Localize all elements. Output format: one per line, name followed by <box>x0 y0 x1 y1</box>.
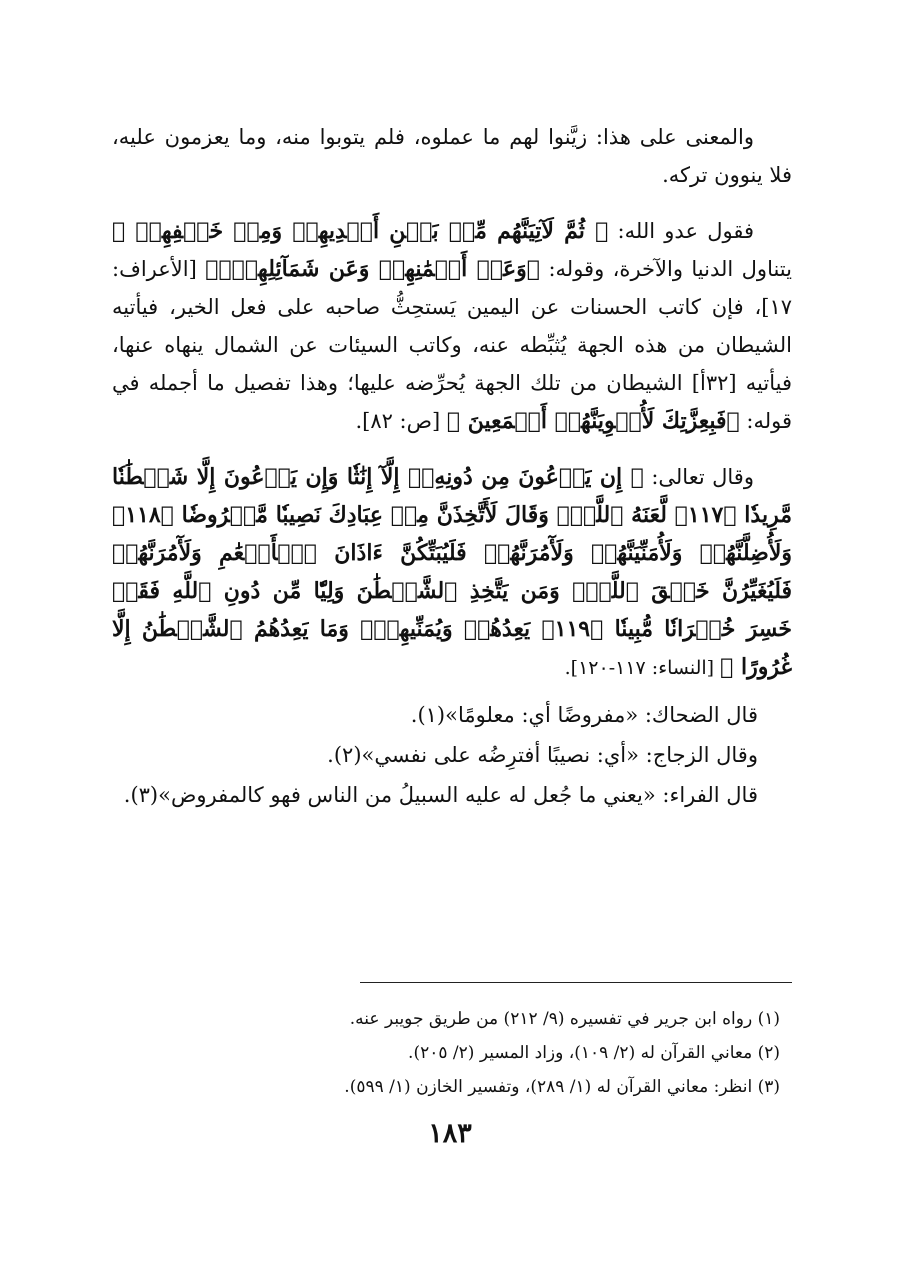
verse-reference: [ص: ٨٢]. <box>355 409 447 433</box>
quran-verse: ﴿فَبِعِزَّتِكَ لَأُغۡوِيَنَّهُمۡ أَجۡمَعِينَ ﴾ <box>446 408 740 434</box>
quote-zajjaj <box>112 735 792 775</box>
quran-verse: ﴿ ثُمَّ لَآتِيَنَّهُم مِّنۢ بَيۡنِ أَيۡدِيهِمۡ وَمِنۡ خَلۡفِهِمۡ ﴾ <box>112 218 609 244</box>
quote-dahhak <box>112 695 792 735</box>
quote-text: قال الفراء: «يعني ما جُعل له عليه السبيلُ من الناس فهو كالمفروض»(٣). <box>123 783 758 807</box>
quote-text: وقال الزجاج: «أي: نصيبًا أفترِضُه على نفسي»(٢). <box>327 743 758 767</box>
paragraph-text: [الأعراف: ١٧]، فإن كاتب الحسنات عن اليمين يَستحِثُّ صاحبه على فعل الخير، فيأتيه الشيطان من هذه الجهة يُثبِّطه عنه، وكاتب السيئات عن الشمال ينهاه عنها، فيأتيه [٣٢أ] الشيطان من تلك الجهة يُحرِّضه عليها؛ وهذا تفصيل ما أجمله في قوله: <box>112 257 792 433</box>
page-number: ١٨٣ <box>428 1118 472 1149</box>
paragraph-text: يتناول الدنيا والآخرة، وقوله: <box>540 257 792 281</box>
paragraph-directions <box>112 212 792 440</box>
paragraph-nisa-verses <box>112 458 792 687</box>
verse-reference: [النساء: ١١٧-١٢٠]. <box>564 657 721 679</box>
quote-text: قال الضحاك: «مفروضًا أي: معلومًا»(١). <box>410 703 758 727</box>
quran-verse: ﴿وَعَنۡ أَيۡمَٰنِهِمۡ وَعَن شَمَآئِلِهِمۡۖ﴾ <box>205 256 541 282</box>
quran-verse: ﴿ إِن يَدۡعُونَ مِن دُونِهِۦٓ إِلَّآ إِنَٰثٗا وَإِن يَدۡعُونَ إِلَّا شَيۡطَٰنٗا مَّرِيدٗا ﴿١١٧﴾ لَّعَنَهُ ٱللَّهُۘ وَقَالَ لَأَتَّخِذَنَّ مِنۡ عِبَادِكَ نَصِيبٗا مَّفۡرُوضٗا ﴿١١٨﴾ وَلَأُضِلَّنَّهُمۡ وَلَأُمَنِّيَنَّهُمۡ وَلَأٓمُرَنَّهُمۡ فَلَيُبَتِّكُنَّ ءَاذَانَ ٱلۡأَنۡعَٰمِ وَلَأٓمُرَنَّهُمۡ فَلَيُغَيِّرُنَّ خَلۡقَ ٱللَّهِۚ وَمَن يَتَّخِذِ ٱلشَّيۡطَٰنَ وَلِيّٗا مِّن دُونِ ٱللَّهِ فَقَدۡ خَسِرَ خُسۡرَانٗا مُّبِينٗا ﴿١١٩﴾ يَعِدُهُمۡ وَيُمَنِّيهِمۡۖ وَمَا يَعِدُهُمُ ٱلشَّيۡطَٰنُ إِلَّا غُرُورًا ﴾ <box>112 464 793 680</box>
footnotes <box>112 1002 792 1104</box>
paragraph-meaning-text: والمعنى على هذا: زيَّنوا لهم ما عملوه، فلم يتوبوا منه، وما يعزمون عليه، فلا ينوون تركه. <box>112 125 792 187</box>
paragraph-text: وقال تعالى: <box>643 465 754 489</box>
quote-farra <box>112 775 792 815</box>
footnote-separator <box>360 982 792 983</box>
footnote-3: (٣) انظر: معاني القرآن له (١/ ٢٨٩)، وتفسير الخازن (١/ ٥٩٩). <box>344 1077 780 1097</box>
footnote-2: (٢) معاني القرآن له (٢/ ١٠٩)، وزاد المسير (٢/ ٢٠٥). <box>408 1043 780 1063</box>
paragraph-text: فقول عدو الله: <box>608 219 754 243</box>
footnote-1: (١) رواه ابن جرير في تفسيره (٩/ ٢١٢) من طريق جويبر عنه. <box>349 1009 780 1029</box>
paragraph-meaning <box>112 118 792 194</box>
main-text <box>112 118 792 815</box>
